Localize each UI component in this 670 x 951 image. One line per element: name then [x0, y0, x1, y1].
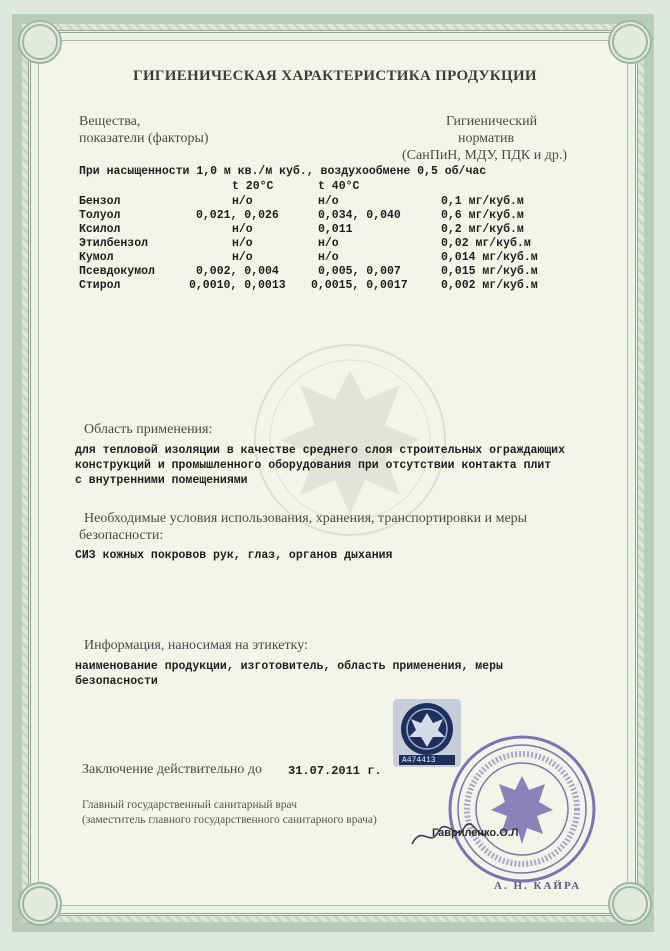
validity-label: Заключение действительно до [82, 762, 262, 777]
norm-value: 0,2 мг/куб.м [441, 223, 524, 236]
substance-name: Ксилол [79, 223, 121, 236]
norm-value: 0,015 мг/куб.м [441, 265, 538, 278]
substance-name: Кумол [79, 251, 114, 264]
application-text: для тепловой изоляции в качестве среднего слоя строительных ограждающих [75, 444, 565, 457]
header-substances: Вещества, [79, 114, 141, 129]
value-t20: н/о [232, 251, 253, 264]
document-title: ГИГИЕНИЧЕСКАЯ ХАРАКТЕРИСТИКА ПРОДУКЦИИ [133, 68, 537, 84]
header-substances-sub: показатели (факторы) [79, 131, 209, 146]
substance-name: Бензол [79, 195, 121, 208]
norm-value: 0,6 мг/куб.м [441, 209, 524, 222]
official-seal-icon [447, 734, 597, 884]
application-text: с внутренними помещениями [75, 474, 248, 487]
signatory-name: Гавриленко.О.Л [432, 827, 519, 839]
value-t40: 0,034, 0,040 [318, 209, 401, 222]
corner-ornament [18, 20, 62, 64]
corner-ornament [608, 20, 652, 64]
column-t40: t 40°C [318, 180, 360, 193]
value-t40: 0,011 [318, 223, 353, 236]
value-t40: 0,0015, 0,0017 [311, 279, 408, 292]
printed-name: А. Н. КАЙРА [494, 880, 582, 892]
corner-ornament [608, 882, 652, 926]
column-t20: t 20°C [232, 180, 274, 193]
value-t40: н/о [318, 237, 339, 250]
header-norm-sources: (СанПиН, МДУ, ПДК и др.) [402, 148, 567, 163]
norm-value: 0,02 мг/куб.м [441, 237, 531, 250]
substance-name: Стирол [79, 279, 121, 292]
hologram-code: А474413 [402, 756, 436, 765]
test-conditions: При насыщенности 1,0 м кв./м куб., воздухообмене 0,5 об/час [79, 165, 487, 178]
substance-name: Этилбензол [79, 237, 149, 250]
label-info-text: безопасности [75, 675, 158, 688]
substance-name: Псевдокумол [79, 265, 155, 278]
application-label: Область применения: [84, 422, 213, 437]
value-t20: 0,0010, 0,0013 [189, 279, 286, 292]
norm-value: 0,002 мг/куб.м [441, 279, 538, 292]
value-t20: н/о [232, 223, 253, 236]
label-info-text: наименование продукции, изготовитель, область применения, меры [75, 660, 503, 673]
application-text: конструкций и промышленного оборудования при отсутствии контакта плит [75, 459, 552, 472]
value-t40: н/о [318, 251, 339, 264]
value-t20: н/о [232, 195, 253, 208]
header-norm: Гигиенический [446, 114, 538, 129]
norm-value: 0,014 мг/куб.м [441, 251, 538, 264]
signatory-title: Главный государственный санитарный врач [82, 799, 297, 811]
validity-date: 31.07.2011 г. [288, 764, 382, 778]
conditions-label: Необходимые условия использования, хранения, транспортировки и меры [84, 511, 528, 526]
conditions-value: СИЗ кожных покровов рук, глаз, органов дыхания [75, 549, 393, 562]
substance-name: Толуол [79, 209, 121, 222]
value-t40: 0,005, 0,007 [318, 265, 401, 278]
label-info-label: Информация, наносимая на этикетку: [84, 638, 308, 653]
value-t20: 0,002, 0,004 [196, 265, 279, 278]
norm-value: 0,1 мг/куб.м [441, 195, 524, 208]
corner-ornament [18, 882, 62, 926]
header-norm-sub: норматив [458, 131, 515, 146]
conditions-label: безопасности: [79, 528, 164, 543]
value-t20: 0,021, 0,026 [196, 209, 279, 222]
signatory-title-deputy: (заместитель главного государственного санитарного врача) [82, 814, 377, 826]
value-t20: н/о [232, 237, 253, 250]
value-t40: н/о [318, 195, 339, 208]
